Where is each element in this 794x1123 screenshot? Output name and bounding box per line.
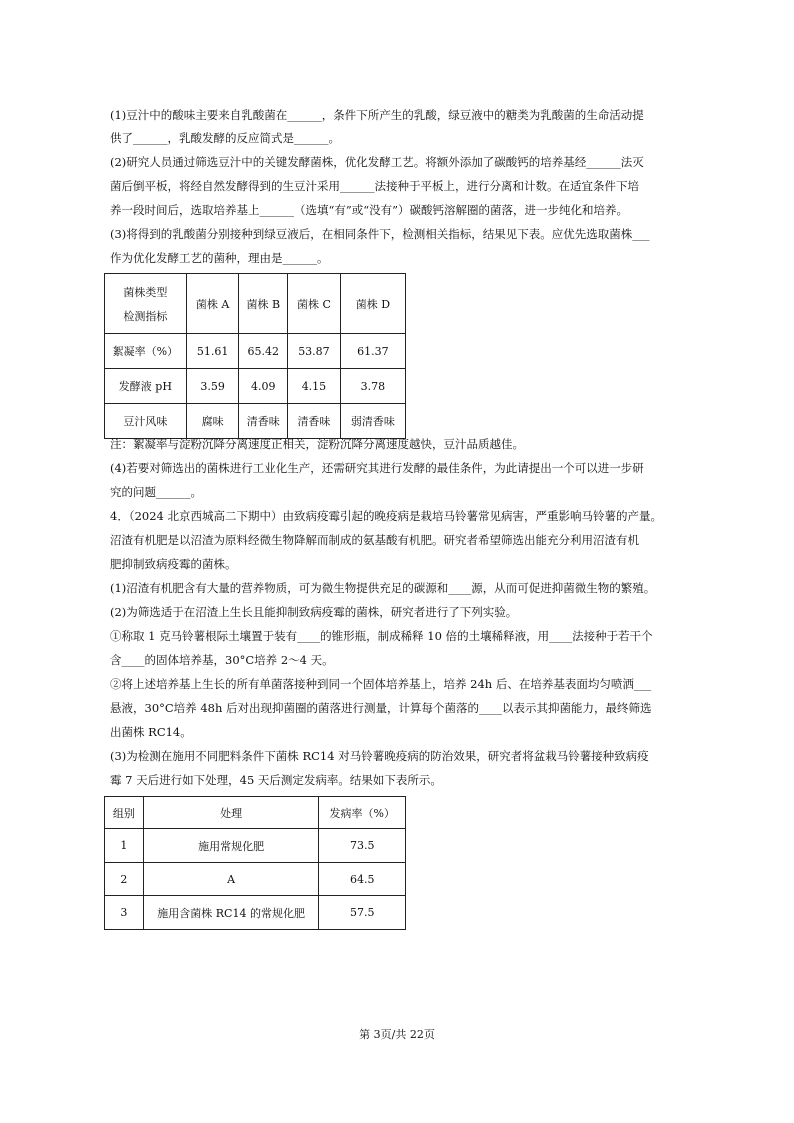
table-row	[105, 829, 406, 863]
table-cell: 57.5	[319, 896, 406, 930]
page-footer: 第 3页/共 22页	[359, 1028, 435, 1041]
table-header: 菌株 A	[186, 274, 239, 334]
corner-bottom-label: 检测指标	[123, 309, 168, 323]
table-cell: A	[143, 863, 319, 896]
table-header: 发病率（%）	[319, 797, 406, 829]
text-line: (3)为检测在施用不同肥料条件下菌株 RC14 对马铃薯晚疫病的防治效果，研究者将盆栽马铃薯接种致病疫	[110, 749, 649, 763]
table-cell: 65.42	[239, 334, 288, 369]
table-cell: 61.37	[340, 334, 405, 369]
text-line: 出菌株 RC14。	[110, 725, 192, 739]
text-line: 悬液，30°C培养 48h 后对出现抑菌圈的菌落进行测量，计算每个菌落的____以表示其抑菌能力，最终筛选	[110, 701, 652, 715]
row-label: 豆汁风味	[105, 404, 187, 439]
question-title: 4．（2024 北京西城高二下期中）由致病疫霉引起的晚疫病是栽培马铃薯常见病害，严重影响马铃薯的产量。	[110, 509, 662, 523]
table-row	[105, 863, 406, 896]
text-line: (2)为筛选适于在沼渣上生长且能抑制致病疫霉的菌株，研究者进行了下列实验。	[110, 605, 518, 619]
text-line: ②将上述培养基上生长的所有单菌落接种到同一个固体培养基上，培养 24h 后、在培养基表面均匀喷洒___	[110, 677, 652, 691]
table-row	[105, 896, 406, 930]
text-line: 究的问题______。	[110, 485, 202, 499]
table-header: 菌株 C	[288, 274, 341, 334]
table-note: 注：絮凝率与淀粉沉降分离速度正相关，淀粉沉降分离速度越快，豆汁品质越佳。	[110, 437, 524, 451]
table-cell: 53.87	[288, 334, 341, 369]
text-line: (4)若要对筛选出的菌株进行工业化生产，还需研究其进行发酵的最佳条件，为此请提出一个可以进一步研	[110, 461, 644, 475]
table-cell: 1	[105, 829, 144, 863]
text-line: 菌后倒平板，将经自然发酵得到的生豆汁采用______法接种于平板上，进行分离和计数。在适宜条件下培	[110, 179, 639, 193]
table-row	[105, 334, 406, 369]
text-line: 肥抑制致病疫霉的菌株。	[110, 557, 237, 571]
table-cell: 64.5	[319, 863, 406, 896]
table-cell: 腐味	[186, 404, 239, 439]
strain-table	[104, 273, 406, 439]
table-cell: 施用常规化肥	[143, 829, 319, 863]
table-row	[105, 369, 406, 404]
table-header: 菌株 B	[239, 274, 288, 334]
table-corner-cell	[105, 274, 187, 334]
table-header-row	[105, 797, 406, 829]
text-line: (1)沼渣有机肥含有大量的营养物质，可为微生物提供充足的碳源和____源，从而可促进抑菌微生物的繁殖。	[110, 581, 656, 595]
table-cell: 4.15	[288, 369, 341, 404]
row-label: 絮凝率（%）	[105, 334, 187, 369]
table-header: 处理	[143, 797, 319, 829]
table-header: 组别	[105, 797, 144, 829]
treatment-table	[104, 796, 406, 930]
text-line: (3)将得到的乳酸菌分别接种到绿豆液后，在相同条件下，检测相关指标，结果见下表。应优先选取菌株___	[110, 227, 650, 241]
table-cell: 弱清香味	[340, 404, 405, 439]
table-cell: 3.59	[186, 369, 239, 404]
text-line: 供了______，乳酸发酵的反应简式是______。	[110, 131, 340, 145]
text-line: 养一段时间后，选取培养基上______（选填“有”或“没有”）碳酸钙溶解圈的菌落，进一步纯化和培养。	[110, 203, 629, 217]
table-cell: 2	[105, 863, 144, 896]
text-line: (1)豆汁中的酸味主要来自乳酸菌在______，条件下所产生的乳酸，绿豆液中的糖类为乳酸菌的生命活动提	[110, 108, 644, 122]
corner-top-label: 菌株类型	[123, 285, 168, 299]
table-row	[105, 404, 406, 439]
table-cell: 73.5	[319, 829, 406, 863]
table-cell: 清香味	[239, 404, 288, 439]
table-cell: 4.09	[239, 369, 288, 404]
table-cell: 施用含菌株 RC14 的常规化肥	[143, 896, 319, 930]
text-line: (2)研究人员通过筛选豆汁中的关键发酵菌株，优化发酵工艺。将额外添加了碳酸钙的培养基经______法灭	[110, 155, 644, 169]
text-line: 作为优化发酵工艺的菌种，理由是______。	[110, 251, 329, 265]
table-cell: 3.78	[340, 369, 405, 404]
text-line: 沼渣有机肥是以沼渣为原料经微生物降解而制成的氨基酸有机肥。研究者希望筛选出能充分利用沼渣有机	[110, 533, 639, 547]
table-header: 菌株 D	[340, 274, 405, 334]
text-line: 含____的固体培养基，30°C培养 2～4 天。	[110, 653, 334, 667]
text-line: 霉 7 天后进行如下处理，45 天后测定发病率。结果如下表所示。	[110, 773, 442, 787]
table-cell: 3	[105, 896, 144, 930]
text-line: ①称取 1 克马铃薯根际土壤置于装有____的锥形瓶，制成稀释 10 倍的土壤稀释液，用____法接种于若干个	[110, 629, 653, 643]
table-cell: 清香味	[288, 404, 341, 439]
table-cell: 51.61	[186, 334, 239, 369]
row-label: 发酵液 pH	[105, 369, 187, 404]
